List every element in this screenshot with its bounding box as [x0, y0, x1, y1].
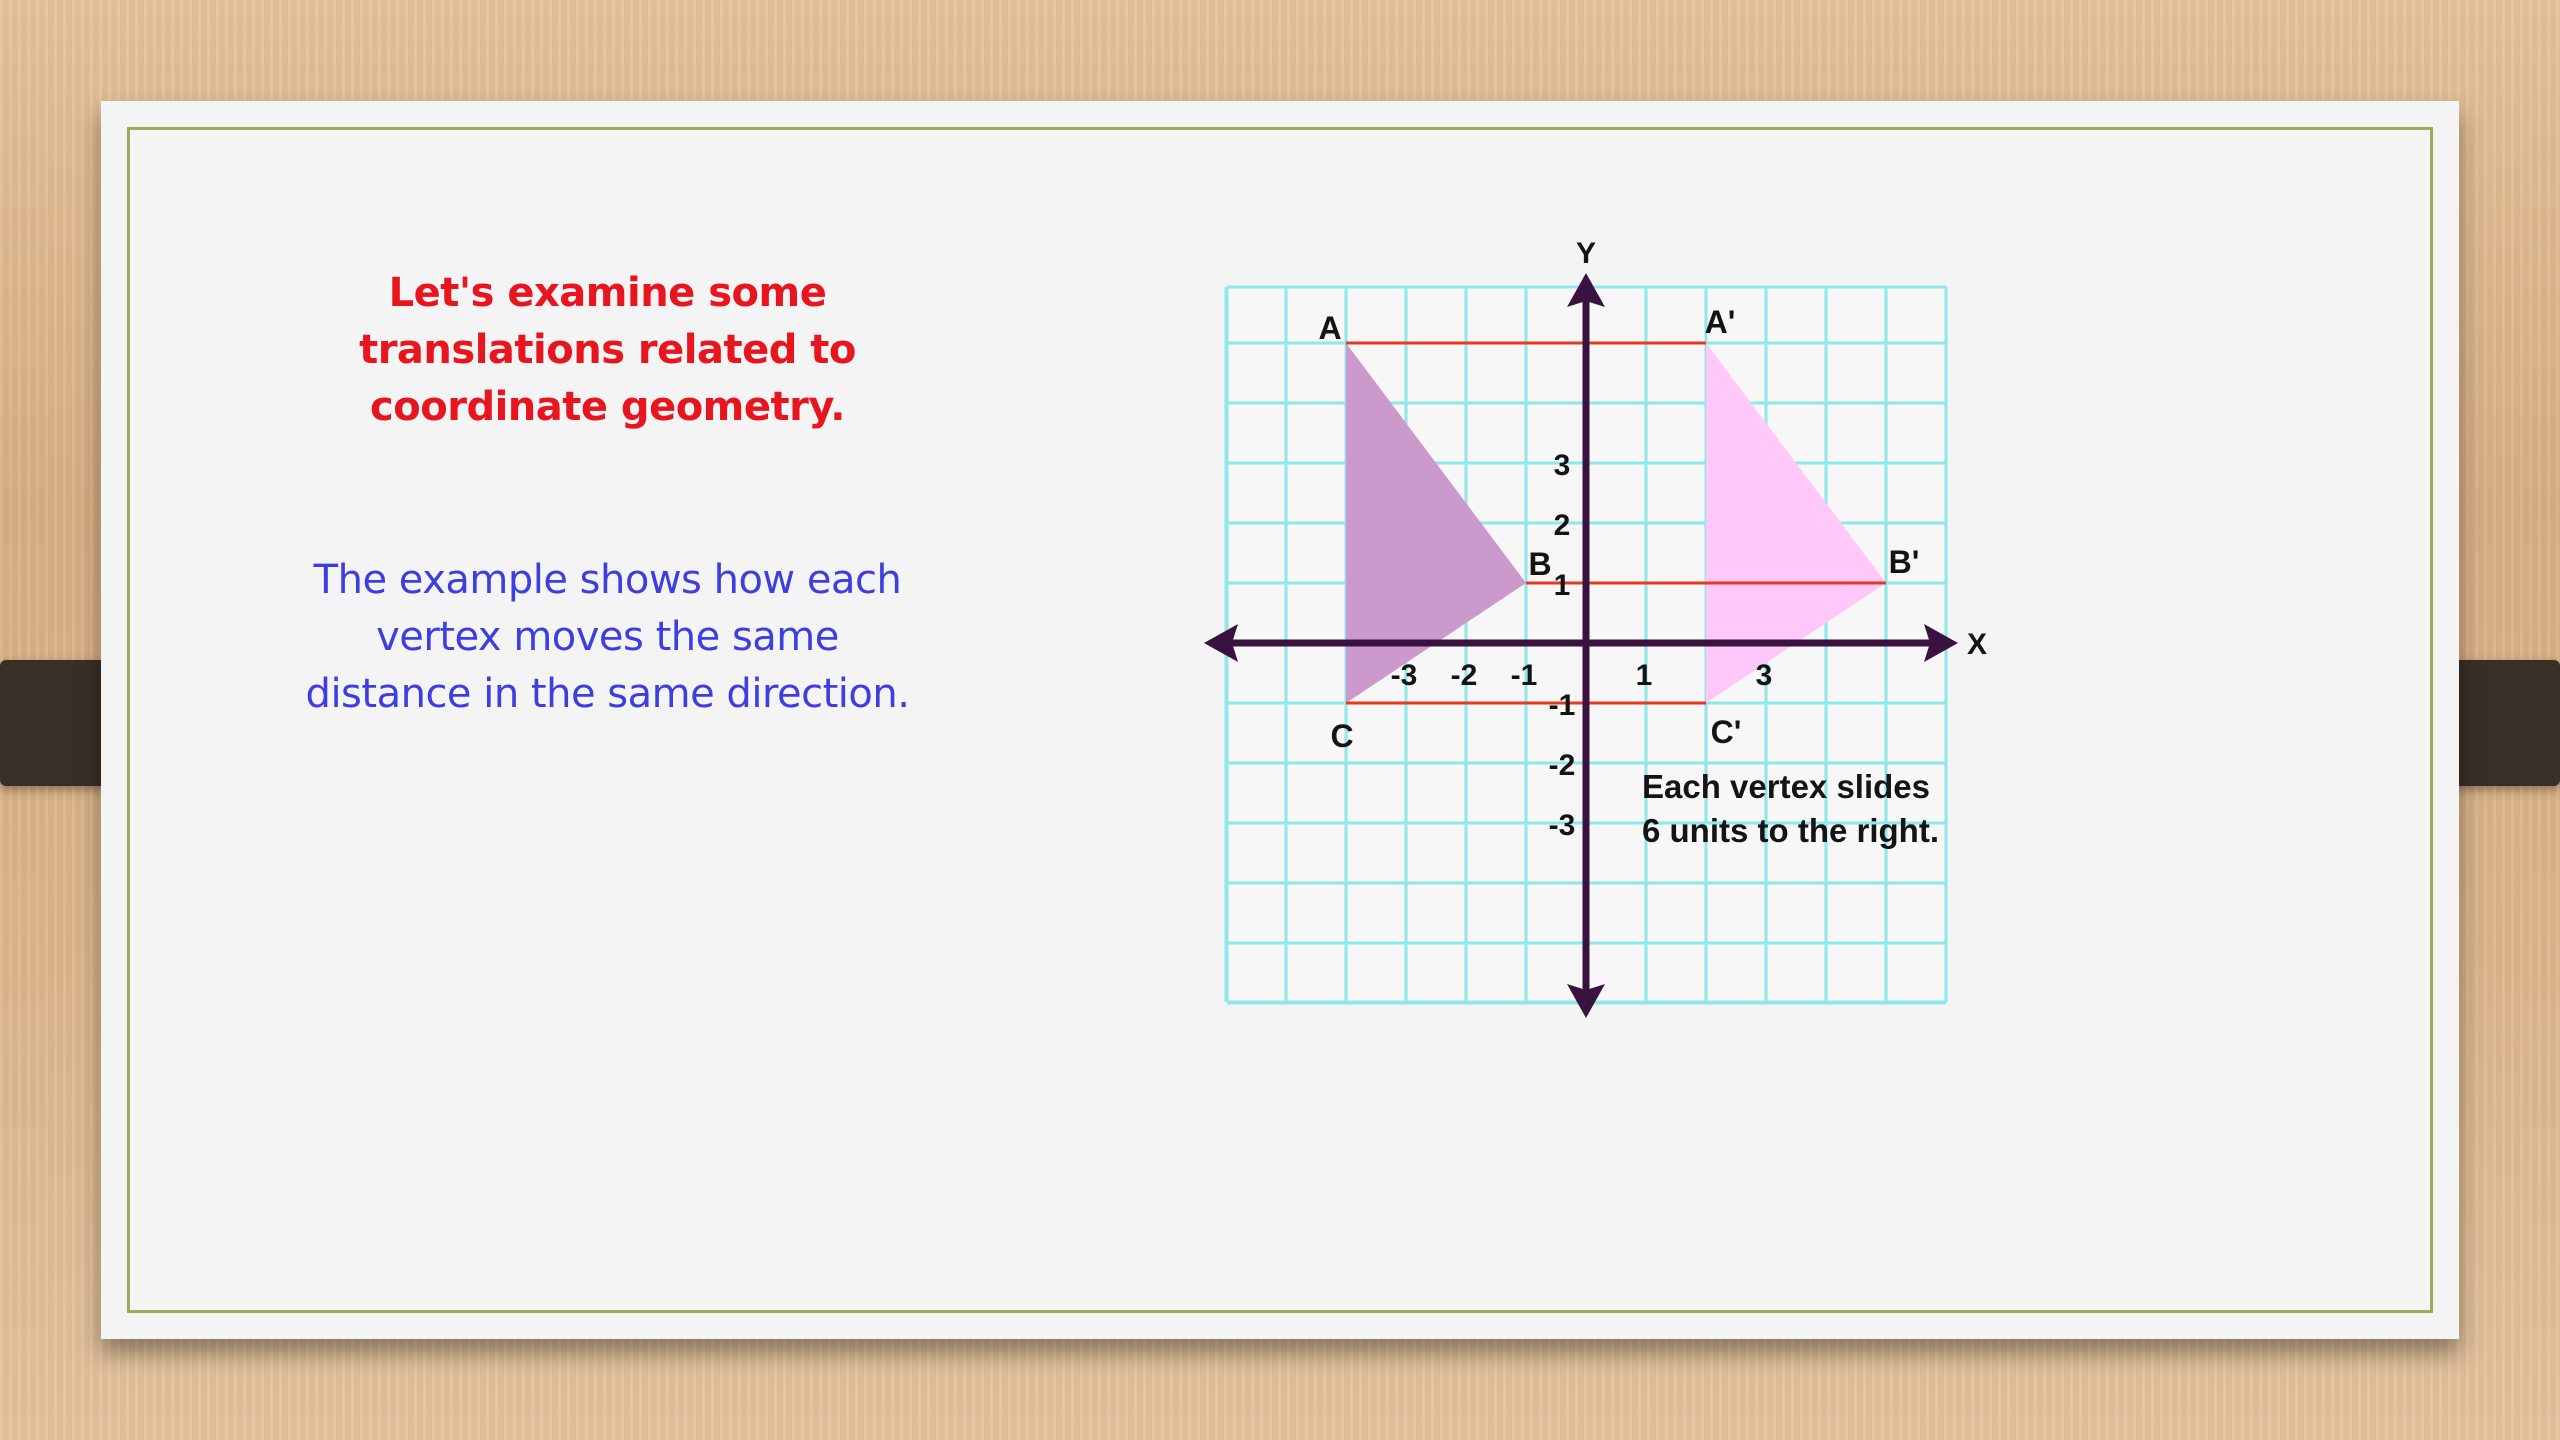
- x-tick-label: -2: [1450, 659, 1478, 692]
- slide-heading: Let's examine some translations related to coordinate geometry.: [359, 270, 856, 430]
- y-axis-label: Y: [1575, 237, 1597, 270]
- coordinate-plane: [1200, 225, 2000, 1030]
- vertex-label: C': [1710, 714, 1742, 750]
- y-tick-label: 3: [1553, 449, 1571, 482]
- vertex-label: A': [1704, 304, 1736, 340]
- vertex-label: B': [1888, 544, 1920, 580]
- x-tick-label: -3: [1390, 659, 1418, 692]
- y-tick-label: -1: [1548, 689, 1576, 722]
- translation-diagram: [1200, 225, 2000, 1030]
- slide-body-text: The example shows how each vertex moves the same distance in the same direction.: [305, 557, 910, 717]
- vertex-label: A: [1318, 310, 1342, 346]
- x-tick-label: 1: [1635, 659, 1653, 692]
- y-tick-label: 2: [1553, 509, 1571, 542]
- x-tick-label: -1: [1510, 659, 1538, 692]
- note-line-1: Each vertex slides: [1642, 768, 1931, 805]
- y-tick-label: -2: [1548, 749, 1576, 782]
- x-tick-label: 3: [1755, 659, 1773, 692]
- y-tick-label: 1: [1553, 569, 1571, 602]
- x-axis-label: X: [1966, 628, 1988, 661]
- note-line-2: 6 units to the right.: [1642, 812, 1939, 849]
- y-tick-label: -3: [1548, 809, 1576, 842]
- vertex-label: B: [1528, 546, 1552, 582]
- vertex-label: C: [1330, 718, 1354, 754]
